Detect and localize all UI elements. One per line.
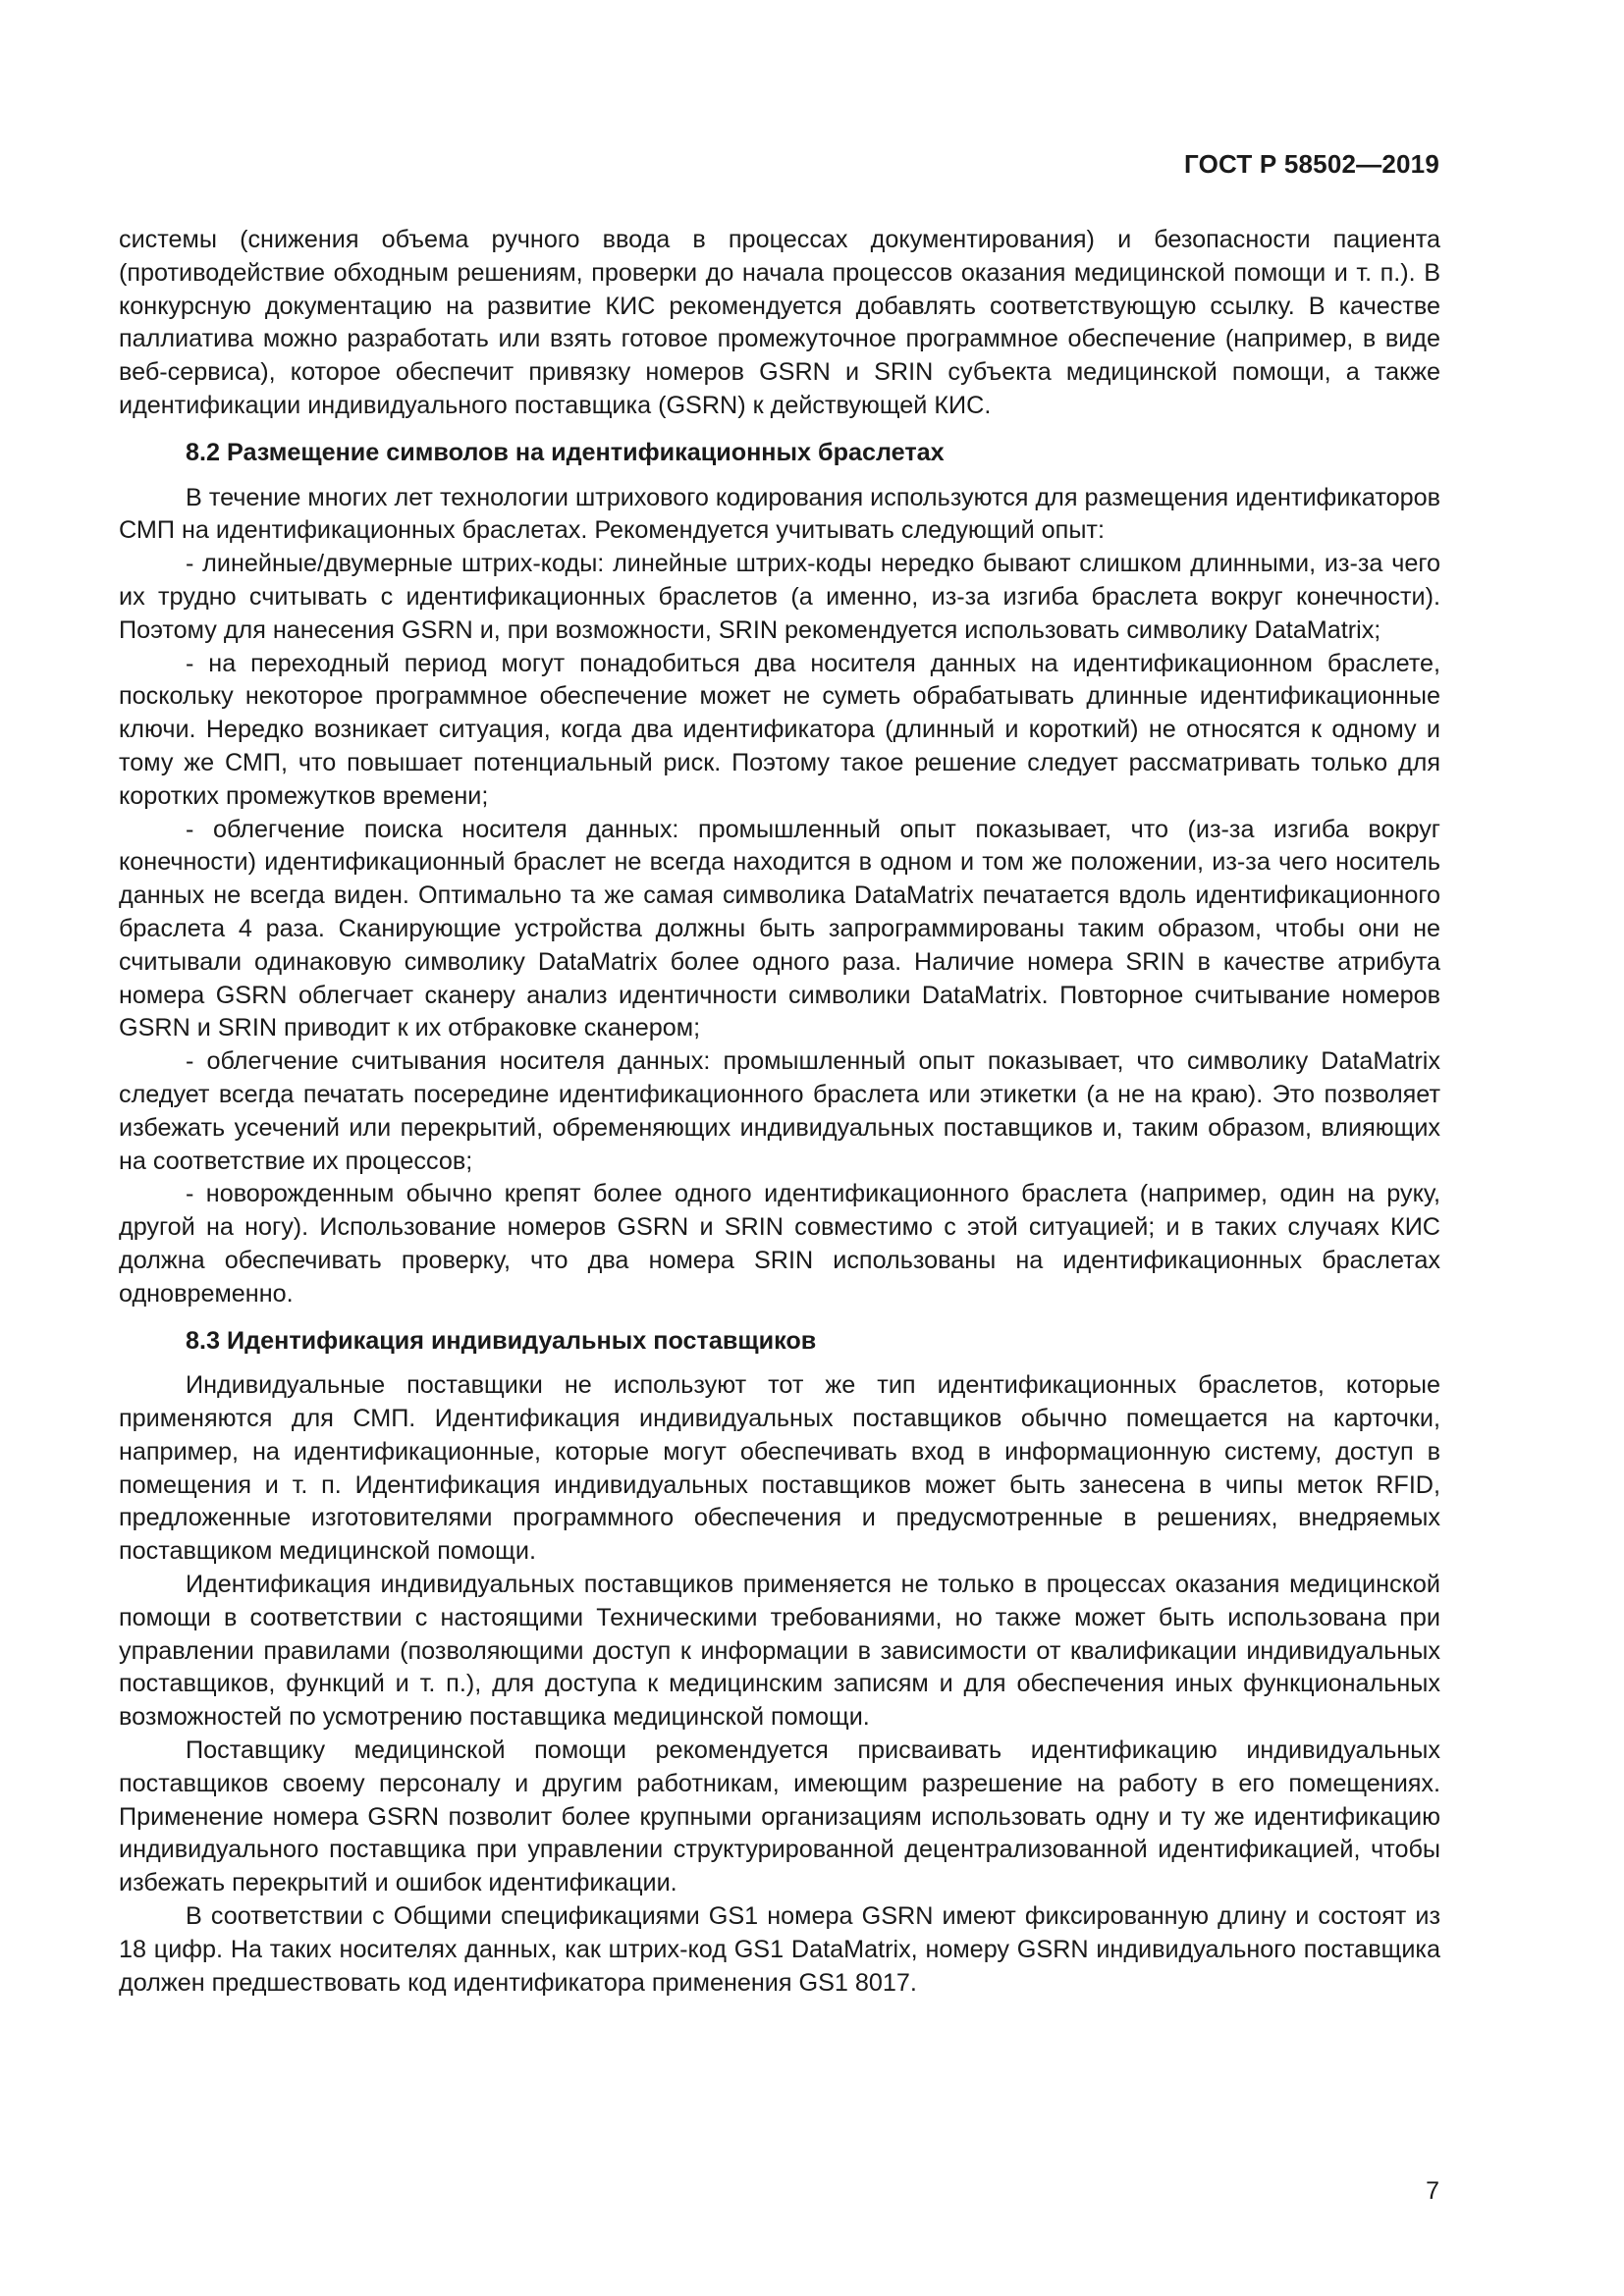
section-heading-8-2: 8.2 Размещение символов на идентификационных браслетах [186, 438, 945, 466]
section-8-3-paragraph: Индивидуальные поставщики не используют тот же тип идентификационных браслетов, которые применяются для СМП. Идентификация индивидуальных поставщиков обычно помещается на карточки, например, на идентификационные, которые могут обеспечивать вход в информационную систему, доступ в помещения и т. п. Идентификация индивидуальных поставщиков может быть занесена в чипы меток RFID, предложенные изготовителями программного обеспечения и предусмотренные в решениях, внедряемых поставщиком медицинской помощи. [119, 1371, 1440, 1566]
section-8-3-paragraph: Поставщику медицинской помощи рекомендуется присваивать идентификацию индивидуальных поставщиков своему персоналу и другим работникам, имеющим разрешение на работу в его помещениях. Применение номера GSRN позволит более крупными организациям использовать одну и ту же идентификацию индивидуального поставщика при управлении структурированной децентрализованной идентификацией, чтобы избежать перекрытий и ошибок идентификации. [119, 1736, 1440, 1897]
section-8-2-list-item: - линейные/двумерные штрих-коды: линейные штрих-коды нередко бывают слишком длинными, из-за чего их трудно считывать с идентификационных браслетов (а именно, из-за изгиба браслета вокруг конечности). Поэтому для нанесения GSRN и, при возможности, SRIN рекомендуется использовать символику DataMatrix; [119, 550, 1440, 644]
section-8-2-list-item: - на переходный период могут понадобиться два носителя данных на идентификационном браслете, поскольку некоторое программное обеспечение может не суметь обрабатывать длинные идентификационные ключи. Нередко возникает ситуация, когда два идентификатора (длинный и короткий) не относятся к одному и тому же СМП, что повышает потенциальный риск. Поэтому такое решение следует рассматривать только для коротких промежутков времени; [119, 649, 1440, 810]
section-8-2-list-item: - облегчение считывания носителя данных: промышленный опыт показывает, что символику DataMatrix следует всегда печатать посередине идентификационного браслета или этикетки (а не на краю). Это позволяет избежать усечений или перекрытий, обременяющих индивидуальных поставщиков и, таким образом, влияющих на соответствие их процессов; [119, 1047, 1440, 1175]
page-content [119, 224, 1440, 2000]
section-8-2-list-item: - новорожденным обычно крепят более одного идентификационного браслета (например, один на руку, другой на ногу). Использование номеров GSRN и SRIN совместимо с этой ситуацией; и в таких случаях КИС должна обеспечивать проверку, что два номера SRIN использованы на идентификационных браслетах одновременно. [119, 1180, 1440, 1308]
section-8-2-list-item: - облегчение поиска носителя данных: промышленный опыт показывает, что (из-за изгиба вокруг конечности) идентификационный браслет не всегда находится в одном и том же положении, из-за чего носитель данных не всегда виден. Оптимально та же самая символика DataMatrix печатается вдоль идентификационного браслета 4 раза. Сканирующие устройства должны быть запрограммированы таким образом, чтобы они не считывали одинаковую символику DataMatrix более одного раза. Наличие номера SRIN в качестве атрибута номера GSRN облегчает сканеру анализ идентичности символики DataMatrix. Повторное считывание номеров GSRN и SRIN приводит к их отбраковке сканером; [119, 815, 1440, 1042]
intro-paragraph: системы (снижения объема ручного ввода в процессах документирования) и безопасности пациента (противодействие обходным решениям, проверки до начала процессов оказания медицинской помощи и т. п.). В конкурсную документацию на развитие КИС рекомендуется добавлять соответствующую ссылку. В качестве паллиатива можно разработать или взять готовое промежуточное программное обеспечение (например, в виде веб-сервиса), которое обеспечит привязку номеров GSRN и SRIN субъекта медицинской помощи, а также идентификации индивидуального поставщика (GSRN) к действующей КИС. [119, 226, 1440, 419]
page-number: 7 [1426, 2177, 1439, 2205]
standard-designation: ГОСТ Р 58502—2019 [1184, 149, 1439, 179]
section-heading-8-3: 8.3 Идентификация индивидуальных поставщиков [186, 1326, 817, 1355]
section-8-3-paragraph: В соответствии с Общими спецификациями GS1 номера GSRN имеют фиксированную длину и состоят из 18 цифр. На таких носителях данных, как штрих-код GS1 DataMatrix, номеру GSRN индивидуального поставщика должен предшествовать код идентификатора применения GS1 8017. [119, 1902, 1440, 1997]
section-8-3-paragraph: Идентификация индивидуальных поставщиков применяется не только в процессах оказания медицинской помощи в соответствии с настоящими Техническими требованиями, но также может быть использована при управлении правилами (позволяющими доступ к информации в зависимости от квалификации индивидуальных поставщиков, функций и т. п.), для доступа к медицинским записям и для обеспечения иных функциональных возможностей по усмотрению поставщика медицинской помощи. [119, 1571, 1440, 1732]
section-8-2-paragraph: В течение многих лет технологии штрихового кодирования используются для размещения идентификаторов СМП на идентификационных браслетах. Рекомендуется учитывать следующий опыт: [119, 483, 1440, 545]
